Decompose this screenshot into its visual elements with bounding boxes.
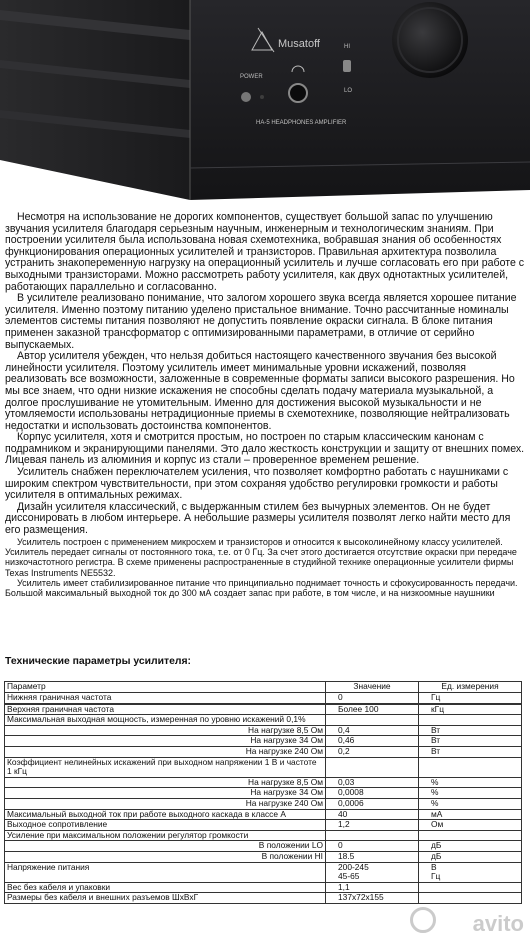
model-label: HA-5 HEADPHONES AMPLIFIER bbox=[256, 120, 347, 126]
cell-unit: % bbox=[419, 777, 522, 788]
table-row bbox=[5, 798, 522, 809]
cell-value: 200-245 45-65 bbox=[326, 862, 419, 882]
cell-unit: В Гц bbox=[419, 862, 522, 882]
cell-value: Более 100 bbox=[326, 704, 419, 715]
header-value: Значение bbox=[326, 682, 419, 693]
table-row bbox=[5, 893, 522, 904]
cell-value: 0,2 bbox=[326, 746, 419, 757]
cell-value: 0,4 bbox=[326, 725, 419, 736]
cell-unit: Гц bbox=[419, 693, 522, 704]
cell-param: На нагрузке 8,5 Ом bbox=[5, 725, 326, 736]
cell-param: Максимальный выходной ток при работе выходного каскада в классе А bbox=[5, 809, 326, 820]
table-row bbox=[5, 841, 522, 852]
cell-value: 0,46 bbox=[326, 736, 419, 747]
paragraph: Несмотря на использование не дорогих компонентов, существует большой запас по улучшению звучания усилителя благодаря серьезным научным, инженерным и технологическим знаниям. При построении усилителя была использована новая схемотехника, вобравшая знания об особенностях функционирования операционных усилителей и транзисторов. Правильная архитектура позволила устранить знакопеременную нагрузку на операционный усилитель и лучше согласовать его при работе с выходными транзисторами. Можно рассмотреть работу усилителя, как двух однотактных усилителей, работающих параллельно и согласованно. bbox=[5, 211, 525, 293]
cell-value: 18.5 bbox=[326, 851, 419, 862]
cell-value: 40 bbox=[326, 809, 419, 820]
table-row bbox=[5, 715, 522, 726]
cell-param: На нагрузке 240 Ом bbox=[5, 746, 326, 757]
cell-value: 0 bbox=[326, 841, 419, 852]
cell-value bbox=[326, 715, 419, 726]
cell-value: 0,0008 bbox=[326, 788, 419, 799]
cell-unit bbox=[419, 757, 522, 777]
header-param: Параметр bbox=[5, 682, 326, 693]
cell-unit: Вт bbox=[419, 746, 522, 757]
cell-param: В положении HI bbox=[5, 851, 326, 862]
table-row bbox=[5, 809, 522, 820]
cell-param: Максимальная выходная мощность, измеренная по уровню искажений 0,1% bbox=[5, 715, 326, 726]
cell-unit: Ом bbox=[419, 820, 522, 831]
cell-value bbox=[326, 757, 419, 777]
cell-unit: % bbox=[419, 798, 522, 809]
table-row bbox=[5, 777, 522, 788]
header-unit: Ед. измерения bbox=[419, 682, 522, 693]
volume-knob bbox=[392, 2, 468, 78]
cell-param: Усиление при максимальном положении регулятор громкости bbox=[5, 830, 326, 841]
small-paragraph: Усилитель построен с применением микросхем и транзисторов и относится к высоколинейному классу усилителей. Усилитель передает сигналы от постоянного тока, т.е. от 0 Гц. За счет этого достигается отсутствие окраски при передаче низкочастотного регистра. В схеме применены распространенные в студийной технике операционные усилители фирмы Texas Instruments NE5532. bbox=[5, 536, 517, 578]
table-row bbox=[5, 693, 522, 704]
cell-param: На нагрузке 34 Ом bbox=[5, 736, 326, 747]
table-row bbox=[5, 704, 522, 715]
paragraph: Усилитель снабжен переключателем усиления, что позволяет комфортно работать с наушниками с широким спектром чувствительности, при этом сохраняя удобство регулировки громкости и работы усилителя в оптимальных режимах. bbox=[5, 466, 509, 502]
cell-value: 1,2 bbox=[326, 820, 419, 831]
cell-param: В положении LO bbox=[5, 841, 326, 852]
cell-param: На нагрузке 8,5 Ом bbox=[5, 777, 326, 788]
cell-param: Верхняя граничная частота bbox=[5, 704, 326, 715]
power-switch bbox=[241, 92, 251, 102]
cell-value bbox=[326, 830, 419, 841]
cell-param: На нагрузке 34 Ом bbox=[5, 788, 326, 799]
table-row bbox=[5, 830, 522, 841]
cell-param: На нагрузке 240 Ом bbox=[5, 798, 326, 809]
cell-unit: Вт bbox=[419, 725, 522, 736]
cell-unit: кГц bbox=[419, 704, 522, 715]
cell-unit bbox=[419, 830, 522, 841]
paragraph: Корпус усилителя, хотя и смотрится простым, но построен по старым классическим канонам с подрамником и экранирующими панелями. Это дало жесткость конструкции и защиту от внешних помех. Лицевая панель из алюминия и корпус из стали – проверенное временем решение. bbox=[5, 431, 525, 467]
product-photo bbox=[0, 0, 530, 210]
cell-unit: дБ bbox=[419, 841, 522, 852]
cell-param: Коэффициент нелинейных искажений при выходном напряжении 1 В и частоте 1 кГц bbox=[5, 757, 326, 777]
cell-unit bbox=[419, 893, 522, 904]
cell-value: 1,1 bbox=[326, 882, 419, 893]
cell-value: 0 bbox=[326, 693, 419, 704]
cell-unit: мА bbox=[419, 809, 522, 820]
section-title: Технические параметры усилителя: bbox=[5, 656, 191, 667]
table-row bbox=[5, 788, 522, 799]
table-row bbox=[5, 725, 522, 736]
cell-unit: Вт bbox=[419, 736, 522, 747]
watermark: avito bbox=[472, 911, 524, 936]
paragraph: Дизайн усилителя классический, с выдержанным стилем без вычурных элементов. Он не будет диссонировать в любом интерьере. А небольшие размеры усилителя позволят легко найти место для его размещения. bbox=[5, 500, 511, 537]
lo-label: LO bbox=[344, 88, 353, 94]
cell-param: Размеры без кабеля и внешних разъемов ШхВхГ bbox=[5, 893, 326, 904]
cell-value: 0,0006 bbox=[326, 798, 419, 809]
table-row bbox=[5, 757, 522, 777]
cell-value: 0,03 bbox=[326, 777, 419, 788]
description bbox=[5, 212, 525, 598]
small-paragraph: Усилитель имеет стабилизированное питание что принципиально поднимает точность и сфокусированность передачи. Большой максимальный выходной ток до 300 мА создает запас при работе, в том числе, и на низкоомные наушники bbox=[5, 577, 518, 599]
table-row bbox=[5, 851, 522, 862]
table-row bbox=[5, 882, 522, 893]
cell-param: Выходное сопротивление bbox=[5, 820, 326, 831]
gain-switch bbox=[343, 60, 351, 72]
table-row bbox=[5, 820, 522, 831]
headphone-jack bbox=[289, 84, 307, 102]
cell-param: Вес без кабеля и упаковки bbox=[5, 882, 326, 893]
watermark-icon bbox=[410, 907, 436, 933]
table-row bbox=[5, 736, 522, 747]
cell-param: Нижняя граничная частота bbox=[5, 693, 326, 704]
cell-value: 137x72x155 bbox=[326, 893, 419, 904]
table-row bbox=[5, 746, 522, 757]
brand-name: Musatoff bbox=[278, 38, 320, 50]
power-label: POWER bbox=[240, 74, 263, 80]
spec-table bbox=[4, 681, 522, 904]
cell-unit: % bbox=[419, 788, 522, 799]
table-header-row bbox=[5, 682, 522, 693]
cell-param: Напряжение питания bbox=[5, 862, 326, 882]
power-led bbox=[260, 95, 264, 99]
table-row bbox=[5, 862, 522, 882]
hi-label: HI bbox=[344, 44, 350, 50]
cell-unit bbox=[419, 715, 522, 726]
paragraph: В усилителе реализовано понимание, что залогом хорошего звука всегда является хорошее питание усилителя. Именно поэтому питанию уделено пристальное внимание. Точно рассчитанные номиналы элементов системы питания позволяют не допустить появление окраски сигнала. В блоке питания применен заказной трансформатор с оптимизированными параметрами, в отличие от серийно выпускаемых. bbox=[5, 292, 517, 351]
cell-unit bbox=[419, 882, 522, 893]
paragraph: Автор усилителя убежден, что нельзя добиться настоящего качественного звучания без высокой линейности усилителя. Поэтому усилитель имеет минимальные уровни искажений, позволяя реализовать все возможности, заложенные в современные форматы записи высокого разрешения. Но мы все знаем, что одни низкие искажения не способны сделать подачу материала музыкальной, а долгое прослушивание не утомительным. Именно для достижения высокой музыкальности и не утомляемости использованы нетрадиционные приемы в схемотехнике, позволяющие нейтрализовать недостатки и использовать достоинства компонентов. bbox=[5, 350, 515, 432]
cell-unit: дБ bbox=[419, 851, 522, 862]
